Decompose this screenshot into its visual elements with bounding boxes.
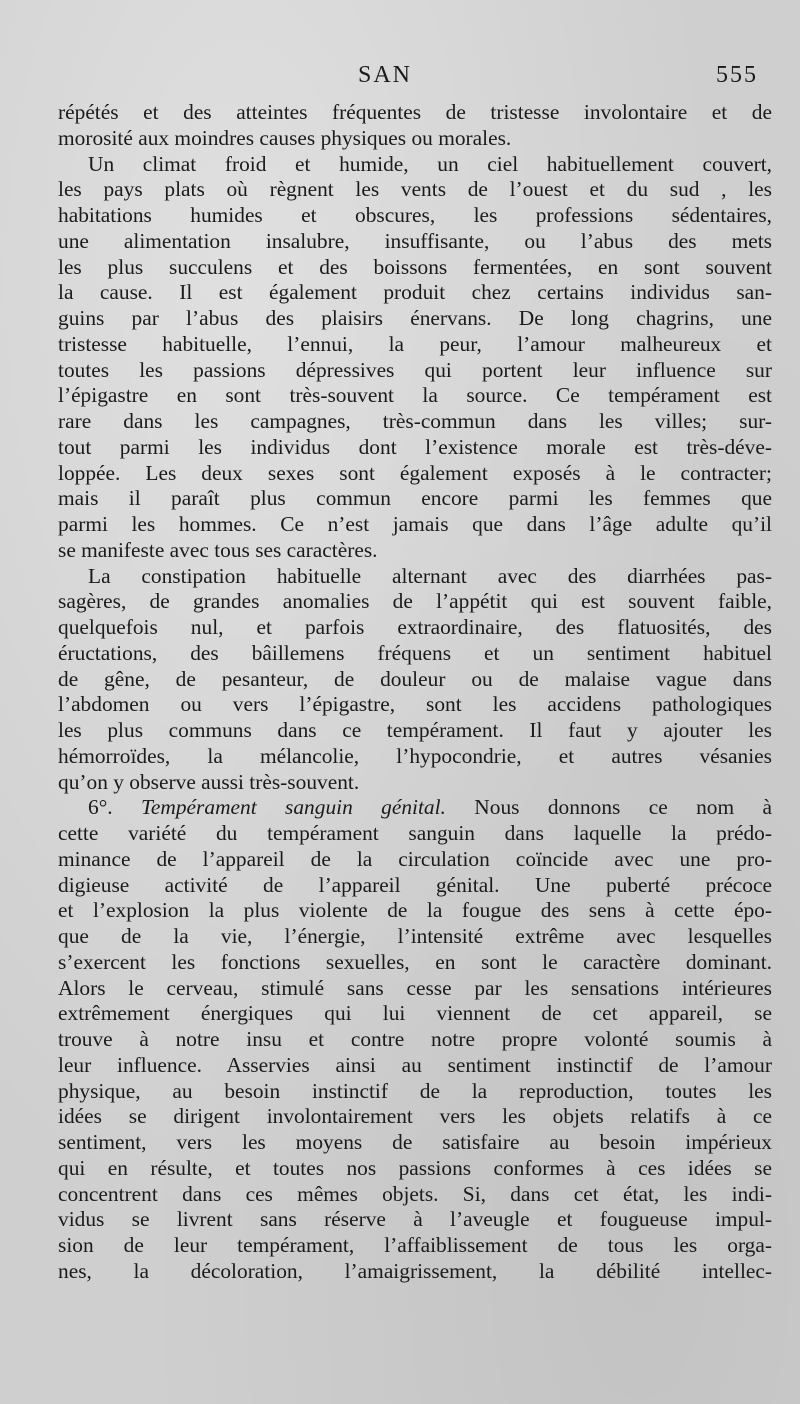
text-run: extrêmement énergiques qui lui viennent de cet appareil, se bbox=[58, 1001, 772, 1026]
text-run: l’épigastre en sont très-souvent la source. Ce tempérament est bbox=[58, 383, 772, 408]
text-run: physique, au besoin instinctif de la reproduction, toutes les bbox=[58, 1078, 772, 1103]
text-run: nes, la décoloration, l’amaigrissement, la débilité intellec- bbox=[58, 1258, 772, 1283]
text-line bbox=[58, 847, 772, 873]
page-number: 555 bbox=[716, 62, 758, 88]
text-line bbox=[58, 667, 772, 693]
text-run: La constipation habituelle alternant avec des diarrhées pas- bbox=[88, 563, 772, 588]
text-line bbox=[58, 1182, 772, 1208]
text-line bbox=[58, 641, 772, 667]
text-line bbox=[58, 795, 772, 821]
text-line bbox=[58, 358, 772, 384]
text-line bbox=[58, 1027, 772, 1053]
text-line bbox=[58, 744, 772, 770]
text-run: tristesse habituelle, l’ennui, la peur, l’amour malheureux et bbox=[58, 331, 772, 356]
text-line bbox=[58, 1207, 772, 1233]
text-run: s’exercent les fonctions sexuelles, en sont le caractère dominant. bbox=[58, 949, 772, 974]
text-run: guins par l’abus des plaisirs énervans. De long chagrins, une bbox=[58, 306, 772, 330]
text-run: qui en résulte, et toutes nos passions conformes à ces idées se bbox=[58, 1155, 772, 1180]
text-line bbox=[58, 255, 772, 281]
section-heading: Tempérament sanguin génital. bbox=[140, 795, 446, 820]
text-run: idées se dirigent involontairement vers les objets relatifs à ce bbox=[58, 1104, 772, 1129]
text-run: les pays plats où règnent les vents de l’ouest et du sud , les bbox=[58, 177, 772, 202]
text-run: concentrent dans ces mêmes objets. Si, dans cet état, les indi- bbox=[58, 1181, 772, 1206]
text-line bbox=[58, 538, 772, 564]
text-line bbox=[58, 306, 772, 332]
text-run: sentiment, vers les moyens de satisfaire au besoin impérieux bbox=[58, 1130, 772, 1154]
text-run: les plus succulens et des boissons fermentées, en sont souvent bbox=[58, 254, 772, 279]
text-line bbox=[58, 718, 772, 744]
text-line bbox=[58, 383, 772, 409]
text-line bbox=[58, 873, 772, 899]
text-run: les plus communs dans ce tempérament. Il faut y ajouter les bbox=[58, 718, 772, 742]
text-line bbox=[58, 924, 772, 950]
text-line bbox=[58, 332, 772, 358]
text-line bbox=[58, 177, 772, 203]
text-run: cette variété du tempérament sanguin dans laquelle la prédo- bbox=[58, 821, 772, 845]
text-run: habitations humides et obscures, les professions sédentaires, bbox=[58, 203, 772, 227]
text-run: Nous donnons ce nom à bbox=[445, 795, 772, 820]
text-line bbox=[58, 950, 772, 976]
text-run: l’abdomen ou vers l’épigastre, sont les accidens pathologiques bbox=[58, 692, 772, 717]
body-text bbox=[58, 100, 772, 1285]
text-run: 6°. bbox=[88, 795, 141, 820]
text-run: de gêne, de pesanteur, de douleur ou de malaise vague dans bbox=[58, 666, 772, 691]
text-line bbox=[58, 976, 772, 1002]
text-line bbox=[58, 1156, 772, 1182]
text-line bbox=[58, 1053, 772, 1079]
text-line bbox=[58, 461, 772, 487]
text-line bbox=[58, 203, 772, 229]
text-line bbox=[58, 409, 772, 435]
running-header bbox=[58, 62, 758, 98]
text-run: qu’on y observe aussi très-souvent. bbox=[58, 769, 360, 794]
text-line bbox=[58, 821, 772, 847]
text-run: hémorroïdes, la mélancolie, l’hypocondrie, et autres vésanies bbox=[58, 743, 772, 768]
text-line bbox=[58, 770, 772, 796]
text-line bbox=[58, 126, 772, 152]
text-run: leur influence. Asservies ainsi au sentiment instinctif de l’amour bbox=[58, 1052, 772, 1077]
text-run: Un climat froid et humide, un ciel habituellement couvert, bbox=[88, 151, 772, 176]
text-run: rare dans les campagnes, très-commun dans les villes; sur- bbox=[58, 409, 772, 433]
text-run: toutes les passions dépressives qui portent leur influence sur bbox=[58, 357, 772, 382]
text-run: se manifeste avec tous ses caractères. bbox=[58, 537, 378, 562]
text-line bbox=[58, 435, 772, 461]
text-line bbox=[58, 152, 772, 178]
text-line bbox=[58, 280, 772, 306]
text-line bbox=[58, 898, 772, 924]
text-run: répétés et des atteintes fréquentes de tristesse involontaire et de bbox=[58, 100, 772, 124]
text-line bbox=[58, 229, 772, 255]
text-line bbox=[58, 100, 772, 126]
text-run: minance de l’appareil de la circulation coïncide avec une pro- bbox=[58, 846, 772, 871]
text-run: vidus se livrent sans réserve à l’aveugle et fougueuse impul- bbox=[58, 1207, 772, 1232]
text-line bbox=[58, 589, 772, 615]
text-run: tout parmi les individus dont l’existence morale est très-déve- bbox=[58, 434, 772, 459]
text-line bbox=[58, 512, 772, 538]
text-run: la cause. Il est également produit chez certains individus san- bbox=[58, 280, 772, 305]
text-line bbox=[58, 692, 772, 718]
text-run: parmi les hommes. Ce n’est jamais que dans l’âge adulte qu’il bbox=[58, 512, 772, 536]
text-line bbox=[58, 564, 772, 590]
text-line bbox=[58, 1001, 772, 1027]
text-run: sion de leur tempérament, l’affaiblissement de tous les orga- bbox=[58, 1233, 772, 1257]
text-line bbox=[58, 1130, 772, 1156]
text-line bbox=[58, 486, 772, 512]
text-run: et l’explosion la plus violente de la fougue des sens à cette épo- bbox=[58, 898, 772, 923]
text-run: mais il paraît plus commun encore parmi les femmes que bbox=[58, 486, 772, 511]
text-run: digieuse activité de l’appareil génital. Une puberté précoce bbox=[58, 872, 772, 897]
text-run: quelquefois nul, et parfois extraordinaire, des flatuosités, des bbox=[58, 615, 772, 639]
text-line bbox=[58, 1104, 772, 1130]
text-run: sagères, de grandes anomalies de l’appétit qui est souvent faible, bbox=[58, 589, 772, 614]
text-run: trouve à notre insu et contre notre propre volonté soumis à bbox=[58, 1027, 772, 1051]
text-line bbox=[58, 1233, 772, 1259]
text-run: éructations, des bâillemens fréquens et un sentiment habituel bbox=[58, 640, 772, 665]
text-line bbox=[58, 1079, 772, 1105]
running-title: SAN bbox=[358, 62, 413, 88]
text-run: loppée. Les deux sexes sont également exposés à le contracter; bbox=[58, 460, 772, 485]
text-run: une alimentation insalubre, insuffisante, ou l’abus des mets bbox=[58, 228, 772, 253]
text-run: morosité aux moindres causes physiques ou morales. bbox=[58, 125, 512, 150]
text-line bbox=[58, 1259, 772, 1285]
text-run: que de la vie, l’énergie, l’intensité extrême avec lesquelles bbox=[58, 924, 772, 948]
text-run: Alors le cerveau, stimulé sans cesse par les sensations intérieures bbox=[58, 975, 772, 1000]
text-line bbox=[58, 615, 772, 641]
